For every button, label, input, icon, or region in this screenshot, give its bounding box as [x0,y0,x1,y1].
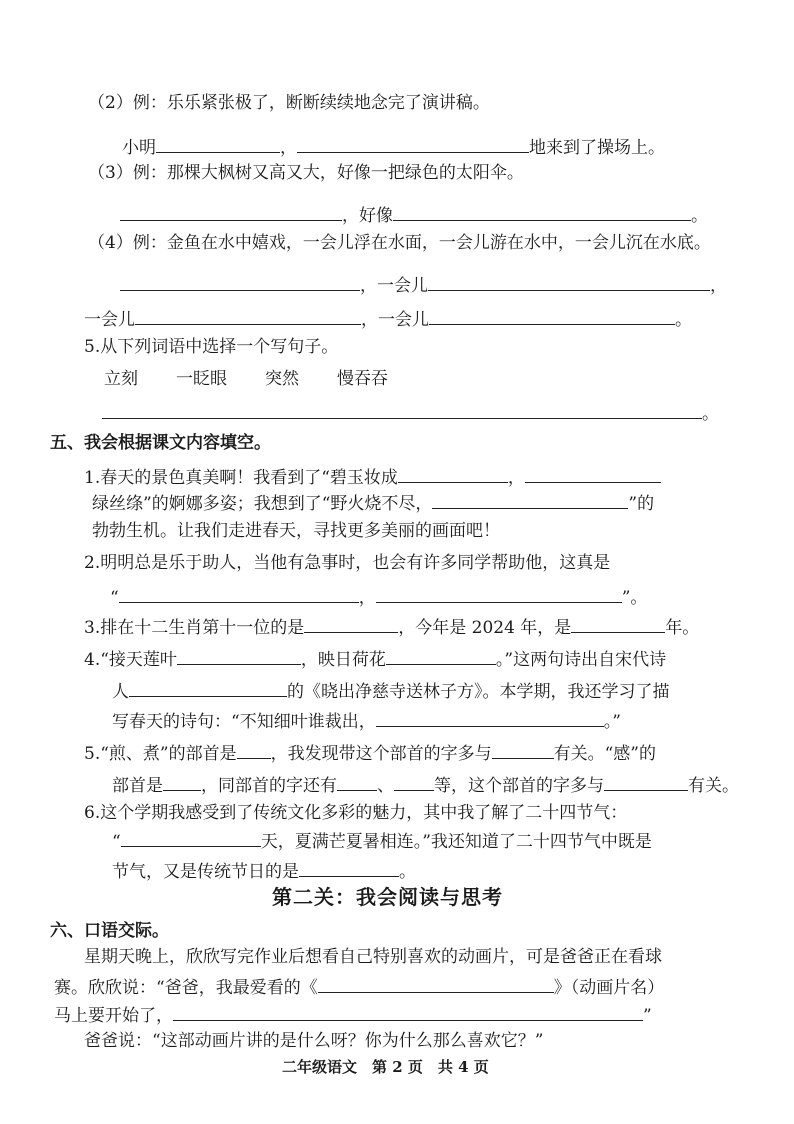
example-3: （3）例：那棵大枫树又高又大，好像一把绿色的太阳伞。 [88,163,524,183]
sentence-3-mid: ，好像 [342,206,393,226]
part-2-title: 第二关：我会阅读与思考 [272,885,503,909]
blank-reply[interactable] [173,1002,643,1021]
section-6-heading: 六、口语交际。 [50,921,169,941]
section-6-para-3 [54,1002,652,1027]
comma: ， [280,138,297,158]
section-5-heading: 五、我会根据课文内容填空。 [50,433,271,453]
blank-i5e[interactable] [394,772,434,791]
blank-i2b[interactable] [376,584,622,603]
item-5-text-e: ，同部首的字还有 [201,776,337,796]
item-5-text-h: 有关。 [688,776,739,796]
item-4-line1 [84,646,666,671]
sentence-4-mid2: ，一会儿 [361,310,429,330]
item-4-line3 [112,708,621,733]
item-5-line2 [112,772,739,797]
item-5-text-c: 有关。“感”的 [553,744,656,764]
item-1-line2 [92,490,654,515]
word-1: 立刻 [104,369,138,389]
para-2-text-a: 赛。欣欣说：“爸爸，我最爱看的《 [54,978,318,998]
blank-i6b[interactable] [299,858,399,877]
blank-5[interactable] [102,400,702,419]
section-6-para-4: 爸爸说：“这部动画片讲的是什么呀？你为什么那么喜欢它？” [84,1031,544,1051]
close-quote: ”。 [621,588,648,608]
blank-i6a[interactable] [121,828,261,847]
open-quote: “ [110,588,119,608]
blank-cartoon-name[interactable] [318,974,554,993]
word-3: 突然 [265,369,299,389]
comma: ， [710,276,727,296]
item-1-text-d: ”的 [628,494,655,514]
sentence-2-end: 地来到了操场上。 [529,138,665,158]
blank-4a[interactable] [120,272,360,291]
item-6-line2 [112,828,652,853]
item-1-line1 [84,464,661,489]
question-5-title: 5.从下列词语中选择一个写句子。 [84,337,339,357]
item-4-text-d: 人 [112,682,129,702]
blank-i2a[interactable] [119,584,359,603]
page-footer: 二年级语文 第 2 页 共 4 页 [282,1058,489,1076]
blank-i5f[interactable] [604,772,688,791]
sentence-3-line [120,202,708,227]
example-4: （4）例：金鱼在水中嬉戏，一会儿浮在水面，一会儿游在水中，一会儿沉在水底。 [88,233,711,253]
item-4-text-b: ，映日荷花 [300,650,386,670]
item-6-text-c: 天，夏满芒夏暑相连。”我还知道了二十四节气中既是 [260,832,652,852]
item-4-text-a: 4.“接天莲叶 [84,650,177,670]
blank-3b[interactable] [393,202,691,221]
item-4-text-e: 的《晓出净慈寺送林子方》。本学期，我还学习了描 [287,682,670,702]
item-6-line1: 6.这个学期我感受到了传统文化多彩的魅力，其中我了解了二十四节气： [84,803,628,823]
comma: ， [358,588,376,608]
blank-i1a[interactable] [398,464,508,483]
blank-i3b[interactable] [571,614,665,633]
open-quote: “ [112,832,121,852]
sentence-2-start: 小明 [122,138,156,158]
blank-4d[interactable] [429,306,675,325]
blank-i3a[interactable] [304,614,398,633]
blank-2a[interactable] [156,134,280,153]
item-3-text-b: ，今年是 2024 年，是 [398,618,572,638]
blank-i5c[interactable] [163,772,201,791]
item-5-line1 [84,740,656,765]
item-5-text-f: 、 [377,776,394,796]
item-3-text-c: 年。 [665,618,700,638]
blank-i4a[interactable] [177,646,301,665]
item-5-text-a: 5.“煎、煮”的部首是 [84,744,237,764]
blank-2b[interactable] [297,134,529,153]
item-4-text-g: 。” [603,712,621,732]
item-1-text-a: 1.春天的景色真美啊！我看到了“碧玉妆成 [84,468,398,488]
blank-i5d[interactable] [337,772,377,791]
sentence-4-start2: 一会儿 [84,310,135,330]
sentence-4-mid: ，一会儿 [360,276,428,296]
blank-i4c[interactable] [129,678,287,697]
item-5-text-d: 部首是 [112,776,163,796]
blank-i1b[interactable] [525,464,661,483]
period: 。 [702,404,719,424]
item-4-line2 [112,678,670,703]
blank-4c[interactable] [135,306,361,325]
para-2-text-b: 》（动画片名） [553,978,665,998]
period: 。 [691,206,708,226]
sentence-4-line2 [84,306,692,331]
item-5-text-b: ，我发现带这个部首的字多与 [270,744,492,764]
item-1-line3: 勃勃生机。让我们走进春天，寻找更多美丽的画面吧！ [92,521,500,541]
item-2-line2 [110,584,647,609]
sentence-4-line1 [120,272,727,297]
close-quote: ” [643,1006,652,1026]
item-4-text-f: 写春天的诗句：“不知细叶谁裁出， [112,712,376,732]
blank-3a[interactable] [120,202,342,221]
sentence-5-line [102,400,719,425]
period: 。 [399,862,416,882]
item-6-line3 [112,858,416,883]
blank-i5b[interactable] [492,740,554,759]
item-2-line1: 2.明明总是乐于助人，当他有急事时，也会有许多同学帮助他，这真是 [84,553,611,573]
section-6-para-2 [54,974,664,999]
blank-4b[interactable] [428,272,710,291]
comma: ， [507,468,525,488]
item-6-text-d: 节气，又是传统节日的是 [112,862,299,882]
blank-i5a[interactable] [237,740,271,759]
sentence-2-line [122,134,665,159]
blank-i4d[interactable] [376,708,604,727]
section-6-para-1: 星期天晚上，欣欣写完作业后想看自己特别喜欢的动画片，可是爸爸正在看球 [84,947,662,967]
blank-i1c[interactable] [432,490,628,509]
item-3-text-a: 3.排在十二生肖第十一位的是 [84,618,305,638]
item-3 [84,614,699,639]
item-4-text-c: 。”这两句诗出自宋代诗 [495,650,667,670]
item-1-text-c: 绿丝绦”的婀娜多姿；我想到了“野火烧不尽， [92,494,433,514]
word-list [104,368,426,390]
example-2: （2）例：乐乐紧张极了，断断续续地念完了演讲稿。 [88,93,490,113]
para-3-text-a: 马上要开始了， [54,1006,173,1026]
word-2: 一眨眼 [176,369,227,389]
blank-i4b[interactable] [386,646,496,665]
word-4: 慢吞吞 [337,369,388,389]
item-5-text-g: 等，这个部首的字多与 [434,776,604,796]
period: 。 [675,310,692,330]
